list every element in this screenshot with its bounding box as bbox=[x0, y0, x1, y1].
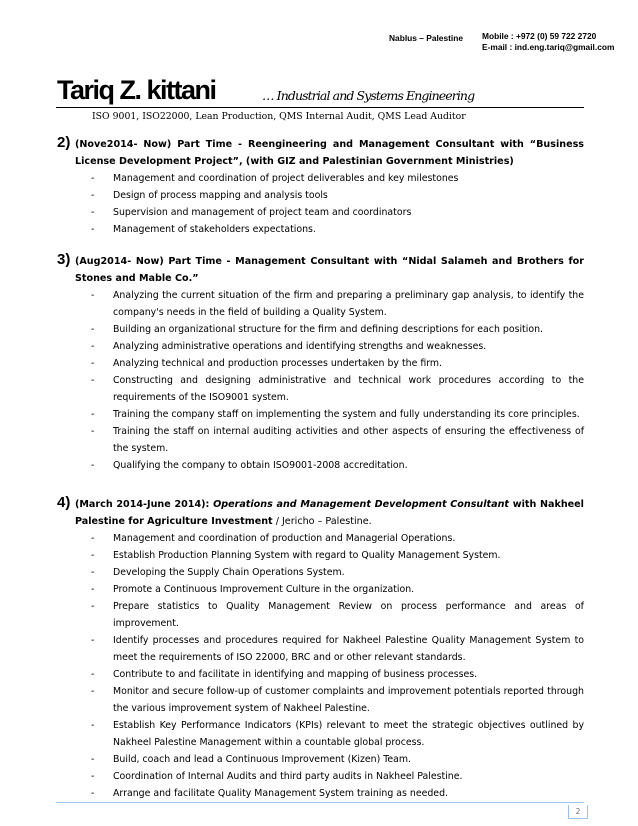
list-marker: - bbox=[91, 190, 95, 201]
list-item: - Analyzing the current situation of the firm and preparing a preliminary gap analysis, to identify the company's needs in the field of building a Quality System. bbox=[57, 287, 584, 321]
section-role: Operations and Management Development Consultant bbox=[213, 499, 510, 510]
list-marker: - bbox=[91, 754, 95, 765]
list-item: - Build, coach and lead a Continuous Improvement (Kizen) Team. bbox=[57, 751, 584, 768]
candidate-name: Tariq Z. kittani bbox=[57, 75, 216, 105]
list-marker: - bbox=[91, 375, 95, 386]
duty-list bbox=[57, 170, 584, 238]
section-date: (March 2014-June 2014): bbox=[75, 499, 210, 510]
list-marker: - bbox=[91, 341, 95, 352]
section-title: (Aug2014- Now) Part Time - Management Consultant with “Nidal Salameh and Brothers for Stones and Mable Co.” bbox=[75, 256, 584, 284]
header-contact bbox=[482, 31, 614, 52]
list-marker: - bbox=[91, 358, 95, 369]
candidate-tagline: … Industrial and Systems Engineering bbox=[262, 88, 475, 103]
section-heading bbox=[57, 136, 584, 170]
list-marker: - bbox=[91, 584, 95, 595]
list-item: - Design of process mapping and analysis tools bbox=[57, 187, 584, 204]
list-item: - Management and coordination of production and Managerial Operations. bbox=[57, 530, 584, 547]
list-item: - Training the company staff on implementing the system and fully understanding its core principles. bbox=[57, 406, 584, 423]
certifications-line: ISO 9001, ISO22000, Lean Production, QMS Internal Audit, QMS Lead Auditor bbox=[92, 111, 466, 122]
list-marker: - bbox=[91, 224, 95, 235]
list-item: - Qualifying the company to obtain ISO9001-2008 accreditation. bbox=[57, 457, 584, 474]
section-title: (Nove2014- Now) Part Time - Reengineering and Management Consultant with “Business License Development Project”, (with GIZ and Palestinian Government Ministries) bbox=[75, 139, 584, 167]
experience-section-3 bbox=[57, 253, 584, 474]
section-number: 2) bbox=[57, 134, 71, 151]
list-marker: - bbox=[91, 207, 95, 218]
list-item: - Building an organizational structure for the firm and defining descriptions for each position. bbox=[57, 321, 584, 338]
list-marker: - bbox=[91, 409, 95, 420]
list-marker: - bbox=[91, 601, 95, 612]
list-marker: - bbox=[91, 426, 95, 437]
header-mobile: Mobile : +972 (0) 59 722 2720 bbox=[482, 31, 597, 41]
header-rule bbox=[56, 107, 584, 108]
duty-list bbox=[57, 287, 584, 474]
list-marker: - bbox=[91, 686, 95, 697]
list-item: - Training the staff on internal auditing activities and other aspects of ensuring the effectiveness of the system. bbox=[57, 423, 584, 457]
list-marker: - bbox=[91, 324, 95, 335]
list-item: - Constructing and designing administrative and technical work procedures according to the requirements of the ISO9001 system. bbox=[57, 372, 584, 406]
list-marker: - bbox=[91, 173, 95, 184]
experience-section-4 bbox=[57, 496, 584, 802]
list-marker: - bbox=[91, 567, 95, 578]
list-item: - Arrange and facilitate Quality Management System training as needed. bbox=[57, 785, 584, 802]
list-item: - Establish Production Planning System with regard to Quality Management System. bbox=[57, 547, 584, 564]
section-number: 3) bbox=[57, 251, 71, 268]
list-item: - Supervision and management of project team and coordinators bbox=[57, 204, 584, 221]
list-marker: - bbox=[91, 290, 95, 301]
list-item: - Management and coordination of project deliverables and key milestones bbox=[57, 170, 584, 187]
section-employer: with Nakheel Palestine for Agriculture Investment bbox=[75, 499, 584, 527]
list-item: - Coordination of Internal Audits and third party audits in Nakheel Palestine. bbox=[57, 768, 584, 785]
list-item: - Prepare statistics to Quality Management Review on process performance and areas of improvement. bbox=[57, 598, 584, 632]
list-marker: - bbox=[91, 460, 95, 471]
list-item: - Contribute to and facilitate in identifying and mapping of business processes. bbox=[57, 666, 584, 683]
section-heading bbox=[57, 253, 584, 287]
list-item: - Analyzing administrative operations and identifying strengths and weaknesses. bbox=[57, 338, 584, 355]
list-marker: - bbox=[91, 669, 95, 680]
list-item: - Establish Key Performance Indicators (KPIs) relevant to meet the strategic objectives outlined by Nakheel Palestine Management within a countable global process. bbox=[57, 717, 584, 751]
list-item: - Management of stakeholders expectations. bbox=[57, 221, 584, 238]
list-marker: - bbox=[91, 720, 95, 731]
list-marker: - bbox=[91, 771, 95, 782]
list-marker: - bbox=[91, 533, 95, 544]
page-number: 2 bbox=[568, 805, 588, 819]
list-item: - Analyzing technical and production processes undertaken by the firm. bbox=[57, 355, 584, 372]
list-marker: - bbox=[91, 550, 95, 561]
experience-section-2 bbox=[57, 136, 584, 238]
list-item: - Developing the Supply Chain Operations System. bbox=[57, 564, 584, 581]
footer-rule bbox=[56, 802, 584, 803]
section-heading bbox=[57, 496, 584, 530]
list-item: - Identify processes and procedures required for Nakheel Palestine Quality Management System to meet the requirements of ISO 22000, BRC and or other relevant standards. bbox=[57, 632, 584, 666]
section-place: / Jericho – Palestine. bbox=[272, 516, 372, 527]
section-number: 4) bbox=[57, 494, 71, 511]
list-marker: - bbox=[91, 635, 95, 646]
list-item: - Promote a Continuous Improvement Culture in the organization. bbox=[57, 581, 584, 598]
header-location: Nablus – Palestine bbox=[389, 33, 464, 43]
list-item: - Monitor and secure follow-up of customer complaints and improvement potentials reported through the various improvement system of Nakheel Palestine. bbox=[57, 683, 584, 717]
list-marker: - bbox=[91, 788, 95, 799]
duty-list bbox=[57, 530, 584, 802]
header-email: E-mail : ind.eng.tariq@gmail.com bbox=[482, 41, 615, 52]
